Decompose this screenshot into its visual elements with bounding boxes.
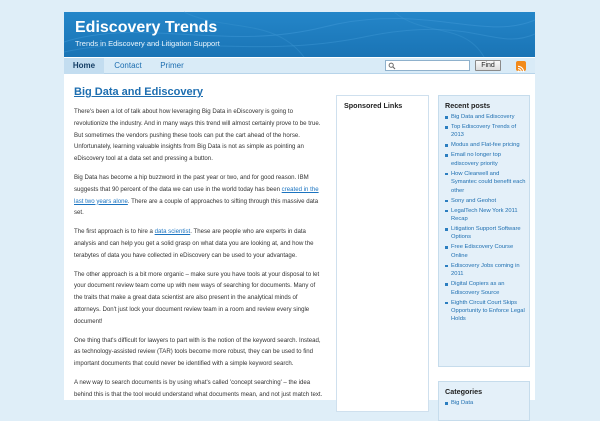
site-header (64, 12, 535, 57)
site-tagline: Trends in Ediscovery and Litigation Support (75, 39, 220, 48)
rss-icon[interactable] (516, 61, 526, 71)
post-title[interactable]: Big Data and Ediscovery (74, 86, 203, 98)
sponsored-links-title: Sponsored Links (344, 101, 403, 110)
recent-post-link[interactable]: Digital Copiers as an Ediscovery Source (445, 280, 526, 297)
post-paragraph-5: One thing that's difficult for lawyers to part with is the notion of the keyword search. Instead, as technology-assisted review (TAR) tools become more robust, they can be used to find important documents that could never be identified with a simple keyword search. (74, 336, 321, 368)
recent-post-link[interactable]: How Clearwell and Symantec could benefit each other (445, 170, 526, 195)
post-paragraph-3 (74, 226, 324, 261)
post-paragraph-2-text-b: . There are a couple of approaches to sifting through this massive data set. (74, 197, 319, 217)
recent-post-link[interactable]: Eighth Circuit Court Skips Opportunity to Enforce Legal Holds (445, 299, 526, 324)
sponsored-links-widget (336, 95, 429, 412)
post-link-last-two-years[interactable]: created in the last two years alone (74, 185, 319, 205)
recent-posts-title: Recent posts (445, 101, 491, 110)
post-paragraph-3-text-b: . These are people who are experts in data analysis and can help you get a solid grasp on what data you are looking at, and how the terabytes of data you have collected in eDiscovery can be used to your advantage. (74, 228, 314, 259)
recent-posts-widget (438, 95, 530, 367)
find-button[interactable]: Find (475, 60, 501, 71)
categories-list (439, 399, 529, 412)
recent-post-link[interactable]: Modus and Flat-fee pricing (445, 141, 526, 149)
recent-post-link[interactable]: LegalTech New York 2011 Recap (445, 207, 526, 224)
recent-post-link[interactable]: Top Ediscovery Trends of 2013 (445, 123, 526, 140)
recent-post-link[interactable]: Ediscovery Jobs coming in 2011 (445, 262, 526, 279)
post-paragraph-2-text-a: Big Data has become a hip buzzword in the past year or two, and for good reason. IBM suggests that 90 percent of the data we can use in the world today has been (74, 173, 309, 193)
post-paragraph-1: There's been a lot of talk about how leveraging Big Data in eDiscovery is going to revolutionize the industry. And in many ways this trend will almost certainly prove to be true. But sometimes the vendors pushing these tools can put the cart ahead of the horse. Unfortunately, learning valuable insights from Big Data is not as simple as pointing an eDiscovery tool at a data set and pressing a button. (74, 108, 321, 163)
categories-title: Categories (445, 387, 483, 396)
post-content (74, 86, 324, 408)
post-paragraph-3-text-a: The first approach is to hire a (74, 228, 155, 236)
sidebar (438, 95, 530, 412)
recent-post-link[interactable]: Email no longer top ediscovery priority (445, 151, 526, 168)
search-input[interactable] (385, 60, 470, 71)
post-paragraph-4: The other approach is a bit more organic – make sure you have tools at your disposal to let your document review team come up with new ways of searching for documents. Many of the traits that make a great data scientist are also present in the analytical minds of attorneys. Don't just lock your document review team in a room and review every single document! (74, 270, 320, 325)
recent-post-link[interactable]: Sony and Geohot (445, 197, 526, 205)
nav-item-contact[interactable]: Contact (114, 61, 142, 70)
nav-item-primer[interactable]: Primer (160, 61, 184, 70)
categories-widget (438, 381, 530, 421)
search-icon (388, 62, 396, 70)
site-title[interactable]: Ediscovery Trends (75, 19, 218, 36)
main-nav (64, 58, 535, 74)
post-paragraph-6: A new way to search documents is by using what's called 'concept searching' – the idea behind this is that the tool would understand what documents mean, and not just match text. (74, 378, 323, 398)
post-paragraph-2 (74, 172, 324, 219)
category-link[interactable]: Big Data (445, 399, 526, 407)
post-link-data-scientist[interactable]: data scientist (154, 228, 191, 236)
recent-post-link[interactable]: Big Data and Ediscovery (445, 113, 526, 121)
recent-post-link[interactable]: Litigation Support Software Options (445, 225, 526, 242)
recent-posts-list (439, 113, 529, 328)
nav-item-home[interactable]: Home (64, 58, 104, 74)
page (64, 12, 535, 406)
recent-post-link[interactable]: Free Ediscovery Course Online (445, 243, 526, 260)
